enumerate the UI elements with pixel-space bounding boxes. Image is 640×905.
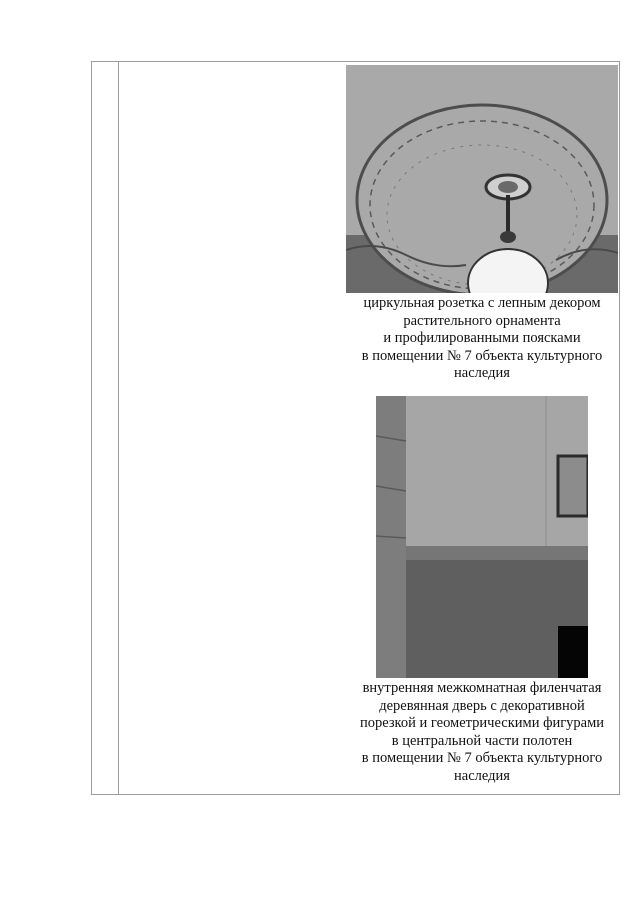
figure-interior-door — [345, 396, 619, 785]
caption-line: внутренняя межкомнатная филенчатая — [362, 680, 602, 696]
caption-line: наследия — [454, 365, 510, 381]
figure-ceiling-rosette — [345, 65, 619, 383]
caption-line: деревянная дверь с декоративной — [379, 697, 585, 714]
caption-line: в помещении № 7 объекта культурного — [361, 347, 603, 364]
interior-door-photo — [376, 396, 588, 678]
caption-line: порезкой и геометрическими фигурами — [359, 715, 605, 731]
caption-line: циркульная розетка с лепным декором — [363, 295, 601, 311]
ceiling-rosette-photo — [346, 65, 618, 293]
figure-caption — [345, 680, 619, 785]
caption-line: растительного орнамента — [403, 312, 561, 329]
caption-line: и профилированными поясками — [383, 330, 581, 346]
figure-caption — [345, 295, 619, 383]
caption-line: в помещении № 7 объекта культурного — [361, 750, 603, 766]
caption-line: в центральной части полотен — [391, 732, 573, 749]
caption-line: наследия — [454, 767, 510, 784]
table-column-divider — [118, 61, 119, 795]
